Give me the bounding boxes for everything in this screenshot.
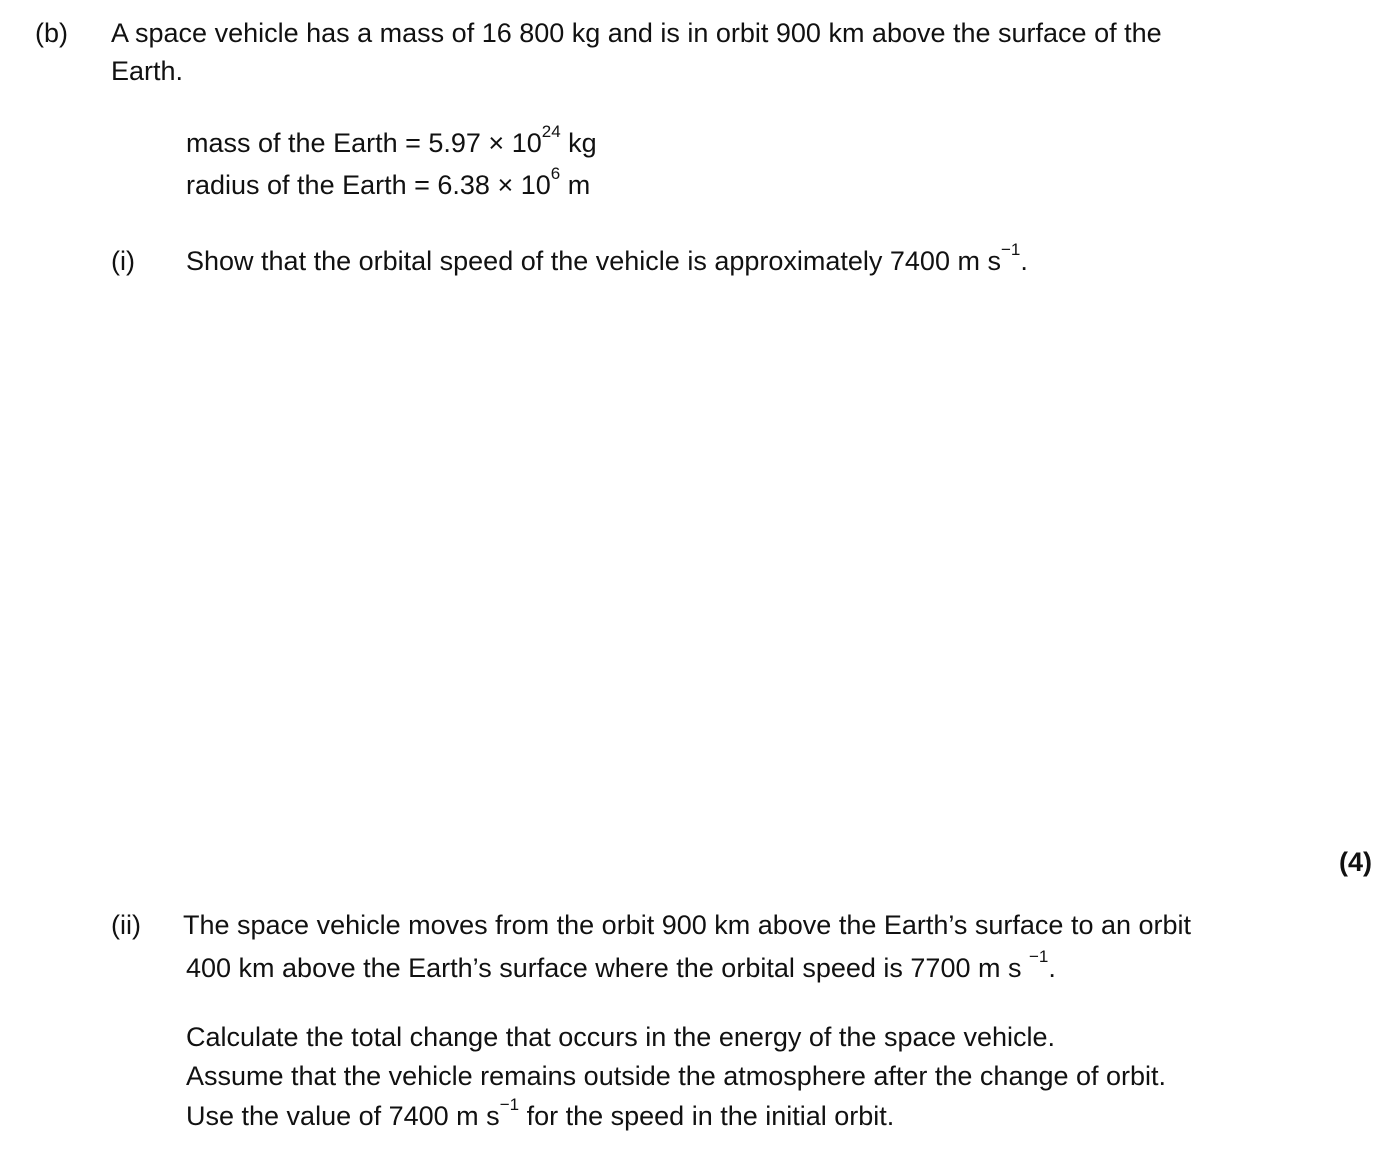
part-i-question-suffix: . (1020, 246, 1028, 276)
part-ii-line2 (186, 947, 1056, 984)
part-b-label: (b) (35, 18, 68, 48)
part-ii-line2-exponent: −1 (1028, 947, 1049, 966)
part-b-intro-line1: A space vehicle has a mass of 16 800 kg and is in orbit 900 km above the surface of the (111, 18, 1162, 48)
part-b-intro-line2: Earth. (111, 56, 184, 86)
radius-earth-line (186, 164, 591, 201)
part-ii-label: (ii) (111, 910, 141, 940)
part-i-marks: (4) (1339, 847, 1372, 877)
part-i-question-text: Show that the orbital speed of the vehicle is approximately 7400 m s (186, 246, 1001, 276)
part-i-label: (i) (111, 246, 135, 276)
radius-earth-prefix: radius of the Earth = 6.38 × 10 (186, 170, 551, 200)
part-ii-instruction3-exponent: −1 (499, 1095, 520, 1114)
part-i-answer-space (1300, 847, 1372, 878)
radius-earth-exponent: 6 (550, 164, 561, 183)
mass-earth-prefix: mass of the Earth = 5.97 × 10 (186, 128, 542, 158)
part-ii-instruction3-text: Use the value of 7400 m s (186, 1101, 500, 1131)
mass-earth-exponent: 24 (541, 122, 561, 141)
part-ii-line2-text: 400 km above the Earth’s surface where the orbital speed is 7700 m s (186, 953, 1029, 983)
part-ii-instruction2: Assume that the vehicle remains outside the atmosphere after the change of orbit. (186, 1061, 1167, 1091)
part-ii-instruction1: Calculate the total change that occurs in the energy of the space vehicle. (186, 1022, 1056, 1052)
mass-earth-line (186, 122, 597, 159)
part-ii-instruction3 (186, 1095, 895, 1132)
part-i-question (186, 240, 1028, 277)
part-ii-instruction3-suffix: for the speed in the initial orbit. (519, 1101, 895, 1131)
mass-earth-unit: kg (560, 128, 597, 158)
radius-earth-unit: m (560, 170, 591, 200)
part-i-question-exponent: −1 (1000, 240, 1021, 259)
part-ii-line2-suffix: . (1048, 953, 1056, 983)
part-ii-line1: The space vehicle moves from the orbit 900 km above the Earth’s surface to an orbit (183, 910, 1192, 940)
